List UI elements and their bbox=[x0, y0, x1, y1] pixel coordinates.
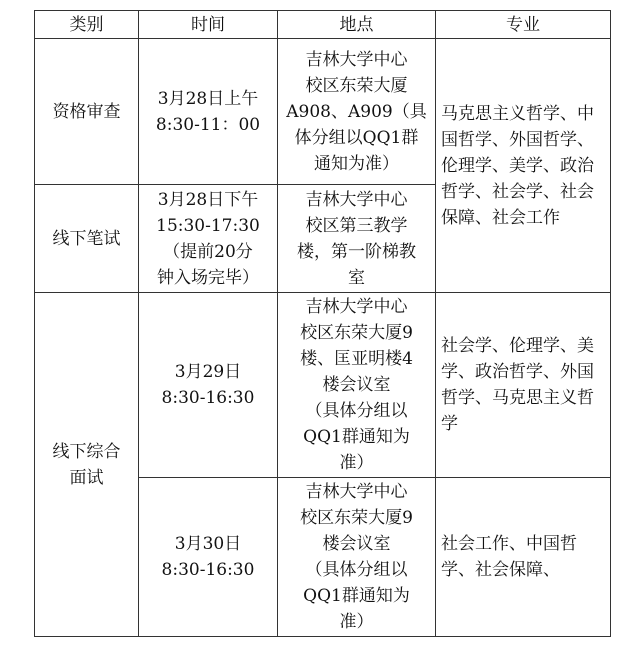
cell-category: 线下笔试 bbox=[35, 185, 139, 293]
cell-location: 吉林大学中心 校区东荣大厦9 楼会议室 （具体分组以 QQ1群通知为 准） bbox=[278, 478, 436, 637]
cell-time: 3月28日下午 15:30-17:30 （提前20分 钟入场完毕） bbox=[139, 185, 278, 293]
cell-location: 吉林大学中心 校区东荣大厦9 楼、匡亚明楼4 楼会议室 （具体分组以 QQ1群通知为 准） bbox=[278, 293, 436, 478]
header-category: 类别 bbox=[35, 11, 139, 39]
cell-time: 3月29日 8:30-16:30 bbox=[139, 293, 278, 478]
cell-location: 吉林大学中心 校区东荣大厦 A908、A909（具 体分组以QQ1群 通知为准） bbox=[278, 39, 436, 185]
header-location: 地点 bbox=[278, 11, 436, 39]
cell-category: 资格审查 bbox=[35, 39, 139, 185]
cell-major: 马克思主义哲学、中国哲学、外国哲学、伦理学、美学、政治哲学、社会学、社会保障、社会工作 bbox=[436, 39, 611, 293]
cell-major: 社会工作、中国哲学、社会保障、 bbox=[436, 478, 611, 637]
table-row-interview-day1 bbox=[35, 293, 611, 478]
schedule-table bbox=[34, 10, 611, 637]
schedule-table-wrapper bbox=[34, 10, 611, 637]
cell-major: 社会学、伦理学、美学、政治哲学、外国哲学、马克思主义哲学 bbox=[436, 293, 611, 478]
table-row-qualification bbox=[35, 39, 611, 185]
cell-category: 线下综合 面试 bbox=[35, 293, 139, 637]
cell-location: 吉林大学中心 校区第三教学 楼，第一阶梯教 室 bbox=[278, 185, 436, 293]
cell-time: 3月30日 8:30-16:30 bbox=[139, 478, 278, 637]
header-major: 专业 bbox=[436, 11, 611, 39]
header-row bbox=[35, 11, 611, 39]
header-time: 时间 bbox=[139, 11, 278, 39]
cell-time: 3月28日上午 8:30-11：00 bbox=[139, 39, 278, 185]
